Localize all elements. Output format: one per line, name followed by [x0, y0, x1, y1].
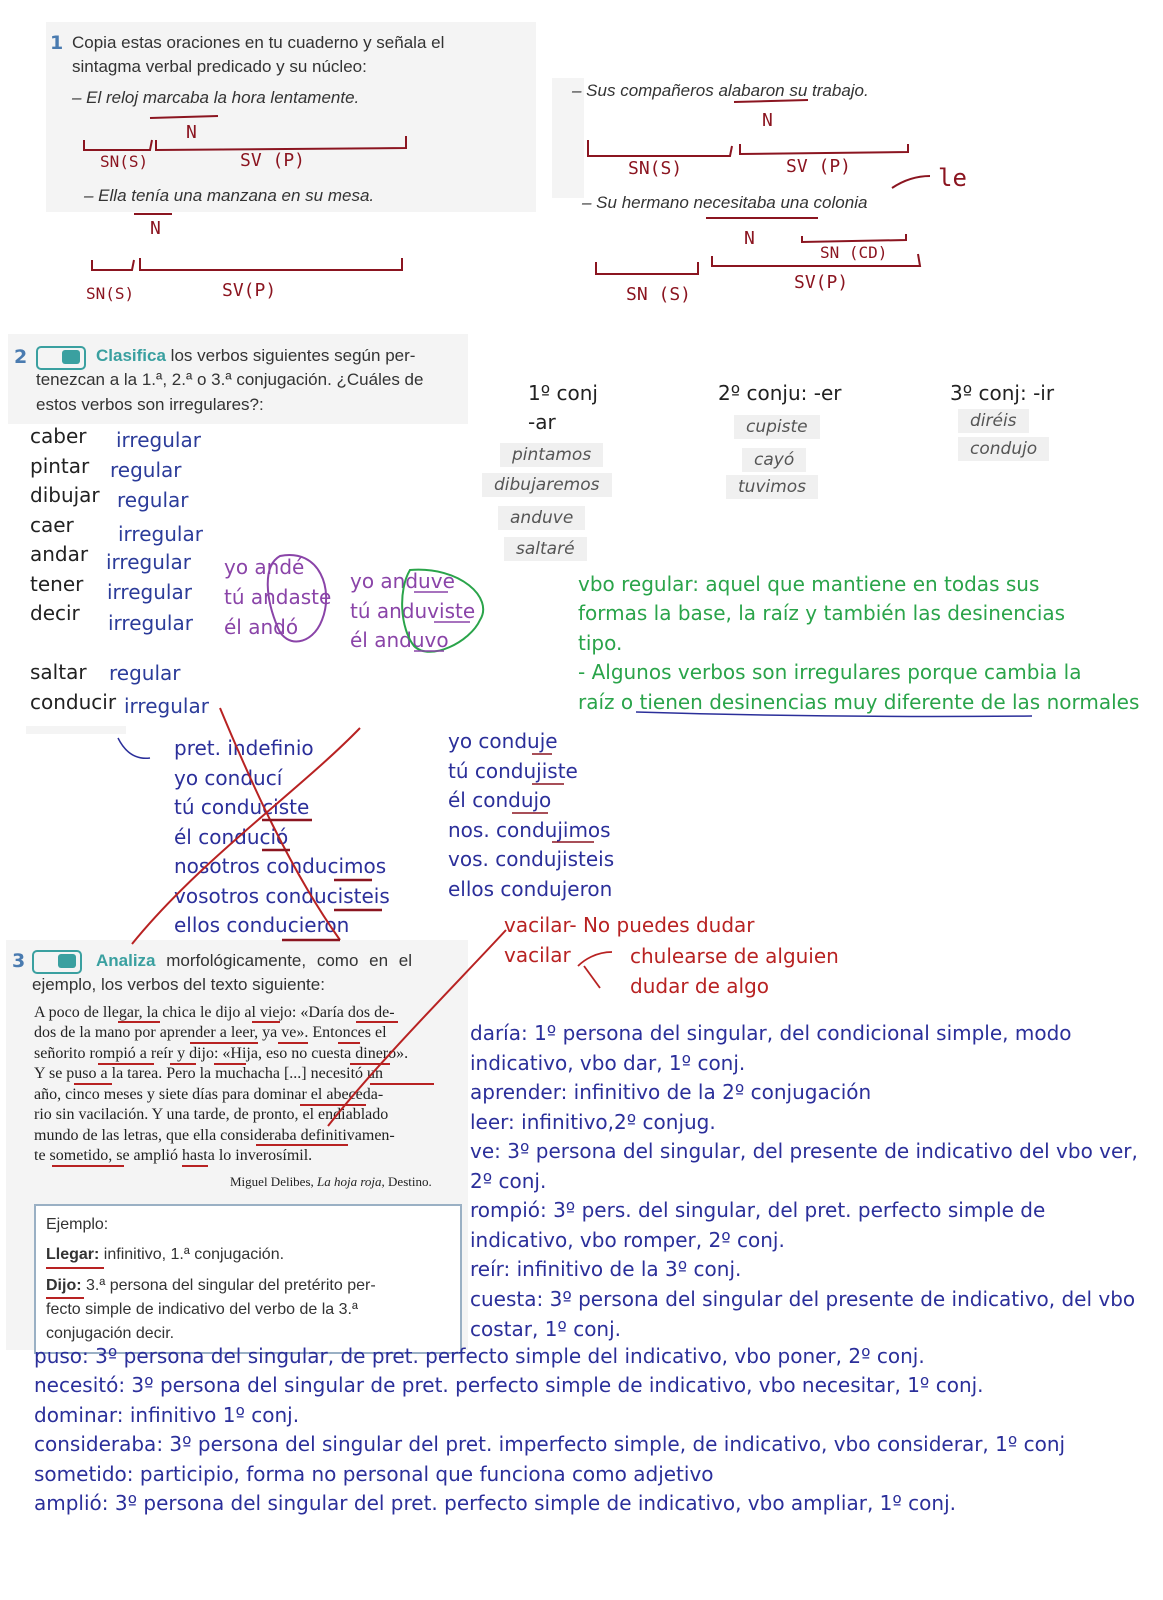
conj1-header: 1º conj — [528, 381, 598, 405]
answer-line: sometido: participio, forma no personal que funciona como adjetivo — [34, 1462, 714, 1486]
verb-type: regular — [109, 661, 181, 685]
sn-s-label-1: SN(S) — [100, 152, 149, 171]
definition-line: tipo. — [578, 631, 623, 655]
andar-wrong-form: él andó — [224, 615, 299, 639]
sn-bracket — [596, 262, 698, 274]
example-dijo-line3: conjugación decir. — [46, 1325, 175, 1342]
reading-text-line: señorito rompió a reír y dijo: «Hija, eso no cuesta dinero». — [34, 1045, 409, 1062]
exercise1-instruction-line2: sintagma verbal predicado y su núcleo: — [72, 57, 367, 76]
sv-bracket — [712, 254, 920, 266]
source-title: La hoja roja, — [317, 1174, 385, 1189]
verb-list-item: decir — [30, 601, 80, 625]
answer-line: amplió: 3º persona del singular del pret. perfecto simple de indicativo, vbo ampliar, 1º conj. — [34, 1491, 956, 1515]
exercise2-divider — [26, 726, 126, 734]
vacilar-arrows — [578, 952, 612, 988]
exercise2-number: 2 — [14, 346, 28, 368]
reading-source — [230, 1172, 432, 1193]
answer-line: necesitó: 3º persona del singular de pret. perfecto simple de indicativo, vbo necesitar, 1º conj. — [34, 1373, 984, 1397]
conj1-form: saltaré — [504, 537, 587, 561]
verb-list-item: caber — [30, 424, 87, 448]
andar-correct-form: tú anduviste — [350, 599, 476, 623]
source-author: Miguel Delibes, — [230, 1174, 314, 1189]
sv-p-label-4: SV(P) — [794, 272, 849, 293]
answer-line: dominar: infinitivo 1º conj. — [34, 1403, 300, 1427]
sn-bracket — [588, 140, 732, 156]
definition-line: - Algunos verbos son irregulares porque cambia la — [578, 660, 1082, 684]
group-activity-icon — [36, 346, 86, 370]
sv-bracket — [140, 258, 402, 270]
conj2-form: tuvimos — [726, 475, 818, 499]
verb-list-item: dibujar — [30, 483, 100, 507]
sn-cd-label: SN (CD) — [820, 243, 888, 262]
answer-line: 2º conj. — [470, 1169, 547, 1193]
example-dijo-text: 3.ª persona del singular del pretérito per- — [86, 1277, 376, 1294]
example-dijo — [46, 1277, 376, 1295]
conducir-wrong-form: vosotros conducisteis — [174, 884, 390, 908]
definition-line: raíz o tienen desinencias muy diferente de las normales — [578, 690, 1140, 714]
conducir-wrong-form: ellos conducieron — [174, 913, 350, 937]
verb-type: regular — [110, 458, 182, 482]
exercise2-instruction-line1 — [96, 346, 415, 366]
exercise1-instruction-line1: Copia estas oraciones en tu cuaderno y señala el — [72, 33, 445, 52]
source-publisher: Destino. — [388, 1174, 432, 1189]
sn-bracket — [92, 260, 134, 270]
group-activity-icon — [32, 950, 82, 974]
conducir-wrong-form: nosotros conducimos — [174, 854, 387, 878]
reading-text-line: rio sin vacilación. Y una tarde, de pronto, el endiablado — [34, 1106, 389, 1123]
andar-correct-form: él anduvo — [350, 628, 449, 652]
sv-p-label-1: SV (P) — [240, 150, 306, 171]
reading-text-line: dos de la mano por aprender a leer, ya ve». Entonces el — [34, 1024, 387, 1041]
sn-s-label-4: SN (S) — [626, 284, 692, 305]
verb-type: regular — [117, 488, 189, 512]
conducir-correct-form: tú condujiste — [448, 759, 578, 783]
verb-list-item: caer — [30, 513, 74, 537]
sv-p-label-2: SV(P) — [222, 280, 277, 301]
exercise3-instruction-text: morfológicamente, como en el — [166, 951, 412, 970]
reading-text-line: Y se puso a la tarea. Pero la muchacha [...] necesitó un — [34, 1065, 384, 1082]
conj3-header: 3º conj: -ir — [950, 381, 1055, 405]
answer-line: costar, 1º conj. — [470, 1317, 622, 1341]
conj3-form: condujo — [958, 437, 1049, 461]
verb-type: irregular — [107, 580, 192, 604]
verb-list-item: tener — [30, 572, 84, 596]
andar-wrong-form: yo andé — [224, 555, 305, 579]
vacilar-word: vacilar — [504, 943, 571, 967]
andar-wrong-form: tú andaste — [224, 585, 332, 609]
sv-bracket — [740, 144, 908, 154]
le-arrow — [892, 176, 930, 188]
exercise3-instruction-line1 — [96, 951, 412, 971]
conducir-correct-form: nos. condujimos — [448, 818, 611, 842]
verb-list-item: andar — [30, 542, 89, 566]
conducir-wrong-form: pret. indefinio — [174, 736, 314, 760]
exercise3-verb: Analiza — [96, 951, 156, 970]
sv-p-label-3: SV (P) — [786, 156, 852, 177]
answer-line: daría: 1º persona del singular, del condicional simple, modo — [470, 1021, 1072, 1045]
example-dijo-word: Dijo: — [46, 1277, 82, 1294]
exercise3-instruction-line2: ejemplo, los verbos del texto siguiente: — [32, 975, 325, 994]
answer-line: indicativo, vbo dar, 1º conj. — [470, 1051, 746, 1075]
nucleus-mark-4: N — [744, 228, 755, 249]
conducir-correct-form: yo conduje — [448, 729, 558, 753]
conducir-correct-form: él condujo — [448, 788, 552, 812]
conducir-correct-form: vos. condujisteis — [448, 847, 615, 871]
exercise1-sentence-2: – Ella tenía una manzana en su mesa. — [84, 186, 375, 205]
reading-text-line: te sometido, se amplió hasta lo inverosímil. — [34, 1147, 313, 1164]
conj2-form: cupiste — [734, 415, 820, 439]
nucleus-mark-2: N — [150, 218, 161, 239]
exercise1-sentence-3: – Sus compañeros alabaron su trabajo. — [572, 81, 869, 100]
nucleus-mark-3: N — [762, 110, 773, 131]
conducir-wrong-form: él condució — [174, 825, 289, 849]
exercise1-number: 1 — [50, 32, 64, 54]
exercise2-verb: Clasifica — [96, 346, 166, 365]
verb-type: irregular — [108, 611, 193, 635]
answer-line: puso: 3º persona del singular, de pret. perfecto simple del indicativo, vbo poner, 2º conj. — [34, 1344, 925, 1368]
definition-line: vbo regular: aquel que mantiene en todas sus — [578, 572, 1040, 596]
answer-line: aprender: infinitivo de la 2º conjugación — [470, 1080, 872, 1104]
verb-list-item: pintar — [30, 454, 90, 478]
example-title: Ejemplo: — [46, 1216, 109, 1233]
answer-line: cuesta: 3º persona del singular del presente de indicativo, del vbo — [470, 1287, 1136, 1311]
vacilar-note: vacilar- No puedes dudar — [504, 913, 755, 937]
exercise2-instruction-line2: tenezcan a la 1.ª, 2.ª o 3.ª conjugación. ¿Cuáles de — [36, 370, 424, 389]
conj1-form: anduve — [498, 506, 585, 530]
conj3-form: diréis — [958, 409, 1029, 433]
exercise2-instruction-line3: estos verbos son irregulares?: — [36, 395, 264, 414]
conducir-wrong-form: yo conducí — [174, 766, 283, 790]
verb-type: irregular — [118, 522, 203, 546]
answer-line: consideraba: 3º persona del singular del pret. imperfecto simple, de indicativo, vbo considerar, 1º conj — [34, 1432, 1066, 1456]
example-dijo-line2: fecto simple de indicativo del verbo de la 3.ª — [46, 1301, 358, 1318]
reading-text-line: mundo de las letras, que ella consideraba definitivamen- — [34, 1127, 395, 1144]
conducir-wrong-form: tú conduciste — [174, 795, 310, 819]
definition-line: formas la base, la raíz y también las desinencias — [578, 601, 1066, 625]
conj1-form: pintamos — [500, 443, 603, 467]
verb-type: irregular — [124, 694, 209, 718]
answer-line: rompió: 3º pers. del singular, del pret. perfecto simple de — [470, 1198, 1046, 1222]
answer-line: ve: 3º persona del singular, del presente de indicativo del vbo ver, — [470, 1139, 1138, 1163]
conj1-form: dibujaremos — [482, 473, 612, 497]
andar-correct-form: yo anduve — [350, 569, 455, 593]
conj2-header: 2º conju: -er — [718, 381, 842, 405]
verb-list-item: conducir — [30, 690, 117, 714]
conducir-correct-form: ellos condujeron — [448, 877, 613, 901]
exercise1-sentence-4: – Su hermano necesitaba una colonia — [582, 193, 868, 212]
example-llegar — [46, 1246, 284, 1264]
verb-type: irregular — [116, 428, 201, 452]
conj2-form: cayó — [742, 448, 806, 472]
answer-line: leer: infinitivo,2º conjug. — [470, 1110, 716, 1134]
verb-list-item: saltar — [30, 660, 87, 684]
verb-type: irregular — [106, 550, 191, 574]
vacilar-meaning: chulearse de alguien — [630, 944, 839, 968]
vacilar-meaning: dudar de algo — [630, 974, 770, 998]
answer-line: indicativo, vbo romper, 2º conj. — [470, 1228, 785, 1252]
sn-s-label-3: SN(S) — [628, 158, 683, 179]
exercise1-sentence-1: – El reloj marcaba la hora lentamente. — [72, 88, 360, 107]
nucleus-mark-1: N — [186, 122, 197, 143]
reading-text-line: A poco de llegar, la chica le dijo al viejo: «Daría dos de- — [34, 1004, 395, 1021]
example-llegar-word: Llegar: — [46, 1246, 100, 1263]
cd-bracket — [802, 234, 906, 242]
exercise2-instruction-text: los verbos siguientes según per- — [170, 346, 416, 365]
conducir-hook — [118, 738, 150, 758]
reading-text-line: año, cinco meses y siete días para dominar el abeceda- — [34, 1086, 384, 1103]
le-pronoun-mark: le — [938, 164, 967, 192]
exercise3-number: 3 — [12, 950, 26, 972]
example-llegar-text: infinitivo, 1.ª conjugación. — [103, 1246, 285, 1263]
answer-line: reír: infinitivo de la 3º conj. — [470, 1257, 742, 1281]
conj1-ending: -ar — [528, 410, 556, 434]
sn-s-label-2: SN(S) — [86, 284, 135, 303]
